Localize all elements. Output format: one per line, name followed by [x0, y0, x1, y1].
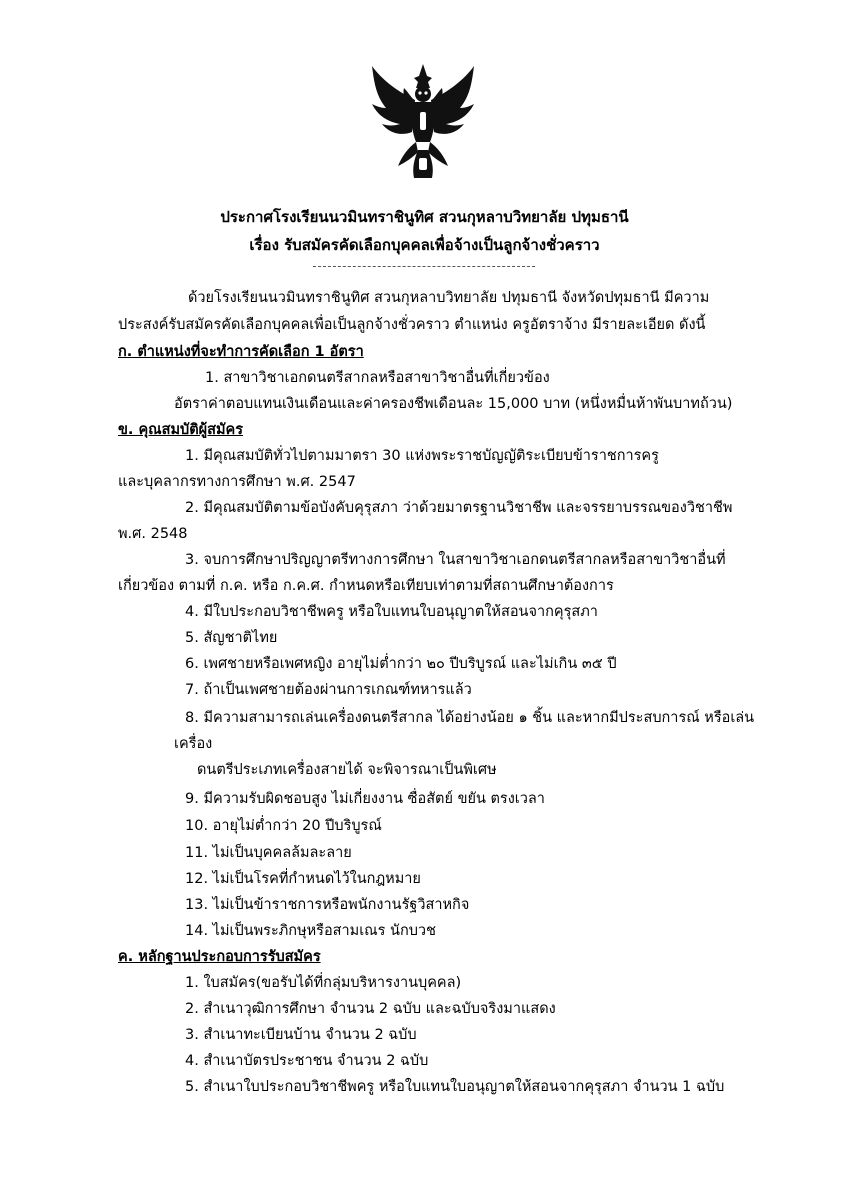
section-a-salary: อัตราค่าตอบแทนเงินเดือนและค่าครองชีพเดือนละ 15,000 บาท (หนึ่งหมื่นห้าพันบาทถ้วน): [174, 396, 733, 412]
qualification-line: พ.ศ. 2548: [118, 526, 188, 542]
qualification-line: และบุคลากรทางการศึกษา พ.ศ. 2547: [118, 474, 356, 490]
qualification-line: 3. จบการศึกษาปริญญาตรีทางการศึกษา ในสาขาวิชาเอกดนตรีสากลหรือสาขาวิชาอื่นที่: [185, 552, 726, 568]
intro-line-1: ด้วยโรงเรียนนวมินทราชินูทิศ สวนกุหลาบวิทยาลัย ปทุมธานี จังหวัดปทุมธานี มีความ: [188, 290, 710, 306]
section-c-title: ค. หลักฐานประกอบการรับสมัคร: [118, 949, 321, 965]
qualification-line: เกี่ยวข้อง ตามที่ ก.ค. หรือ ก.ค.ศ. กำหนดหรือเทียบเท่าตามที่สถานศึกษาต้องการ: [118, 578, 614, 594]
section-a-item-1: 1. สาขาวิชาเอกดนตรีสากลหรือสาขาวิชาอื่นที่เกี่ยวข้อง: [205, 370, 550, 386]
qualification-line: 6. เพศชายหรือเพศหญิง อายุไม่ต่ำกว่า ๒๐ ปีบริบูรณ์ และไม่เกิน ๓๕ ปี: [185, 656, 617, 672]
qualification-line: 11. ไม่เป็นบุคคลล้มละลาย: [185, 845, 352, 861]
garuda-emblem-icon: [368, 62, 478, 180]
qualification-line: เครื่อง: [174, 736, 213, 752]
announcement-title: ประกาศโรงเรียนนวมินทราชินูทิศ สวนกุหลาบวิทยาลัย ปทุมธานี: [220, 208, 629, 226]
announcement-subject: เรื่อง รับสมัครคัดเลือกบุคคลเพื่อจ้างเป็นลูกจ้างชั่วคราว: [249, 236, 600, 254]
qualification-line: 2. มีคุณสมบัติตามข้อบังคับคุรุสภา ว่าด้วยมาตรฐานวิชาชีพ และจรรยาบรรณของวิชาชีพ: [185, 500, 733, 516]
qualification-line: 10. อายุไม่ต่ำกว่า 20 ปีบริบูรณ์: [185, 818, 382, 834]
qualification-line: 1. มีคุณสมบัติทั่วไปตามมาตรา 30 แห่งพระราชบัญญัติระเบียบข้าราชการครู: [185, 448, 659, 464]
document-line: 3. สำเนาทะเบียนบ้าน จำนวน 2 ฉบับ: [185, 1027, 417, 1043]
document-line: 5. สำเนาใบประกอบวิชาชีพครู หรือใบแทนใบอนุญาตให้สอนจากคุรุสภา จำนวน 1 ฉบับ: [185, 1079, 725, 1095]
qualification-line: 8. มีความสามารถเล่นเครื่องดนตรีสากล ได้อย่างน้อย ๑ ชิ้น และหากมีประสบการณ์ หรือเล่น: [185, 710, 755, 726]
document-line: 2. สำเนาวุฒิการศึกษา จำนวน 2 ฉบับ และฉบับจริงมาแสดง: [185, 1001, 556, 1017]
document-line: 4. สำเนาบัตรประชาชน จำนวน 2 ฉบับ: [185, 1053, 429, 1069]
qualification-line: 13. ไม่เป็นข้าราชการหรือพนักงานรัฐวิสาหกิจ: [185, 897, 470, 913]
qualification-line: 12. ไม่เป็นโรคที่กำหนดไว้ในกฎหมาย: [185, 871, 421, 887]
qualification-line: 4. มีใบประกอบวิชาชีพครู หรือใบแทนใบอนุญาตให้สอนจากคุรุสภา: [185, 604, 598, 620]
qualification-line: 5. สัญชาติไทย: [185, 630, 278, 646]
qualification-line: ดนตรีประเภทเครื่องสายได้ จะพิจารณาเป็นพิเศษ: [197, 762, 497, 778]
qualification-line: 7. ถ้าเป็นเพศชายต้องผ่านการเกณฑ์ทหารแล้ว: [185, 682, 472, 698]
qualification-line: 14. ไม่เป็นพระภิกษุหรือสามเณร นักบวช: [185, 923, 436, 939]
section-b-title: ข. คุณสมบัติผู้สมัคร: [118, 422, 244, 438]
document-line: 1. ใบสมัคร(ขอรับได้ที่กลุ่มบริหารงานบุคคล): [185, 975, 462, 991]
section-a-title: ก. ตำแหน่งที่จะทำการคัดเลือก 1 อัตรา: [118, 344, 364, 360]
intro-line-2: ประสงค์รับสมัครคัดเลือกบุคคลเพื่อเป็นลูกจ้างชั่วคราว ตำแหน่ง ครูอัตราจ้าง มีรายละเอียด ดังนี้: [118, 317, 706, 333]
qualification-line: 9. มีความรับผิดชอบสูง ไม่เกี่ยงงาน ซื่อสัตย์ ขยัน ตรงเวลา: [185, 791, 545, 807]
title-divider: [313, 266, 535, 267]
